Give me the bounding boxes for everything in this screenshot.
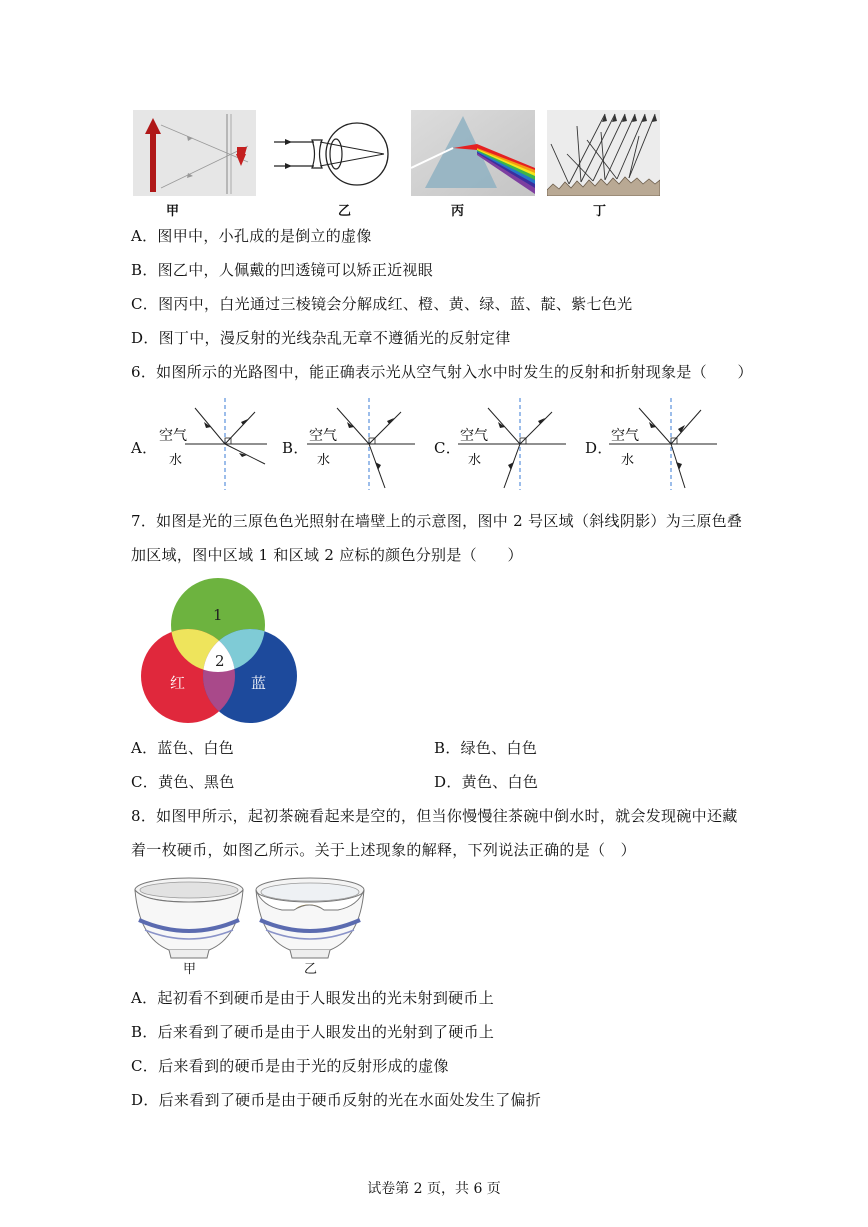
q6-c-water-label: 水 xyxy=(468,453,482,468)
q6-b-water-label: 水 xyxy=(317,453,331,468)
q8-option-a: A．起初看不到硬币是由于人眼发出的光未射到硬币上 xyxy=(131,989,495,1007)
q5-option-b: B．图乙中，人佩戴的凹透镜可以矫正近视眼 xyxy=(131,261,434,279)
q8-bowl-jia xyxy=(133,876,245,962)
region-1-label: 1 xyxy=(213,606,223,624)
q5-option-d: D．图丁中，漫反射的光线杂乱无章不遵循光的反射定律 xyxy=(131,329,511,347)
q6-option-a-letter: A． xyxy=(131,439,158,457)
q8-option-c: C．后来看到的硬币是由于光的反射形成的虚像 xyxy=(131,1057,449,1075)
q6-option-c-letter: C． xyxy=(434,439,462,457)
page-footer: 试卷第 2 页，共 6 页 xyxy=(367,1181,501,1197)
q6-diagram-b xyxy=(305,396,420,492)
figure-bing-prism xyxy=(411,110,535,196)
figure-label-bing: 丙 xyxy=(451,204,465,219)
q8-option-d: D．后来看到了硬币是由于硬币反射的光在水面处发生了偏折 xyxy=(131,1091,542,1109)
q7-option-c: C．黄色、黑色 xyxy=(131,773,235,791)
blue-label: 蓝 xyxy=(251,674,267,692)
q5-option-a: A．图甲中，小孔成的是倒立的虚像 xyxy=(131,227,372,245)
figure-label-jia: 甲 xyxy=(166,204,180,219)
q7-three-primary-colors-diagram xyxy=(138,576,302,728)
red-label: 红 xyxy=(170,674,186,692)
q8-fig-label-yi: 乙 xyxy=(304,962,318,977)
q6-option-d-letter: D． xyxy=(585,439,613,457)
q6-diagram-d xyxy=(607,396,722,492)
q6-option-b-letter: B． xyxy=(282,439,309,457)
q6-d-water-label: 水 xyxy=(621,453,635,468)
figure-yi-eye-lens xyxy=(272,114,390,194)
q6-diagram-a xyxy=(155,396,270,492)
q6-diagram-c xyxy=(456,396,571,492)
q8-option-b: B．后来看到了硬币是由于人眼发出的光射到了硬币上 xyxy=(131,1023,495,1041)
figure-label-yi: 乙 xyxy=(338,204,352,219)
figure-ding-diffuse-reflection xyxy=(547,110,660,196)
q8-fig-label-jia: 甲 xyxy=(183,962,197,977)
q6-stem: 6．如图所示的光路图中，能正确表示光从空气射入水中时发生的反射和折射现象是（ ） xyxy=(131,363,753,381)
q7-stem-line2: 加区域，图中区域 1 和区域 2 应标的颜色分别是（ ） xyxy=(131,546,523,564)
q7-option-b: B．绿色、白色 xyxy=(434,739,538,757)
q7-option-d: D．黄色、白色 xyxy=(434,773,539,791)
q8-stem-line2: 着一枚硬币，如图乙所示。关于上述现象的解释，下列说法正确的是（ ） xyxy=(131,841,636,859)
q8-stem-line1: 8．如图甲所示，起初茶碗看起来是空的，但当你慢慢往茶碗中倒水时，就会发现碗中还藏 xyxy=(131,807,738,825)
q6-a-air-label: 空气 xyxy=(159,428,187,444)
q6-b-air-label: 空气 xyxy=(309,428,337,444)
q7-option-a: A．蓝色、白色 xyxy=(131,739,234,757)
q7-stem-line1: 7．如图是光的三原色色光照射在墙壁上的示意图，图中 2 号区域（斜线阴影）为三原色叠 xyxy=(131,512,743,530)
region-2-label: 2 xyxy=(215,652,225,670)
q8-bowl-yi xyxy=(254,876,366,962)
figure-jia-pinhole xyxy=(133,110,256,196)
q6-c-air-label: 空气 xyxy=(460,428,488,444)
q6-d-air-label: 空气 xyxy=(611,428,639,444)
figure-label-ding: 丁 xyxy=(593,204,607,219)
q5-option-c: C．图丙中，白光通过三棱镜会分解成红、橙、黄、绿、蓝、靛、紫七色光 xyxy=(131,295,633,313)
q6-a-water-label: 水 xyxy=(169,453,183,468)
